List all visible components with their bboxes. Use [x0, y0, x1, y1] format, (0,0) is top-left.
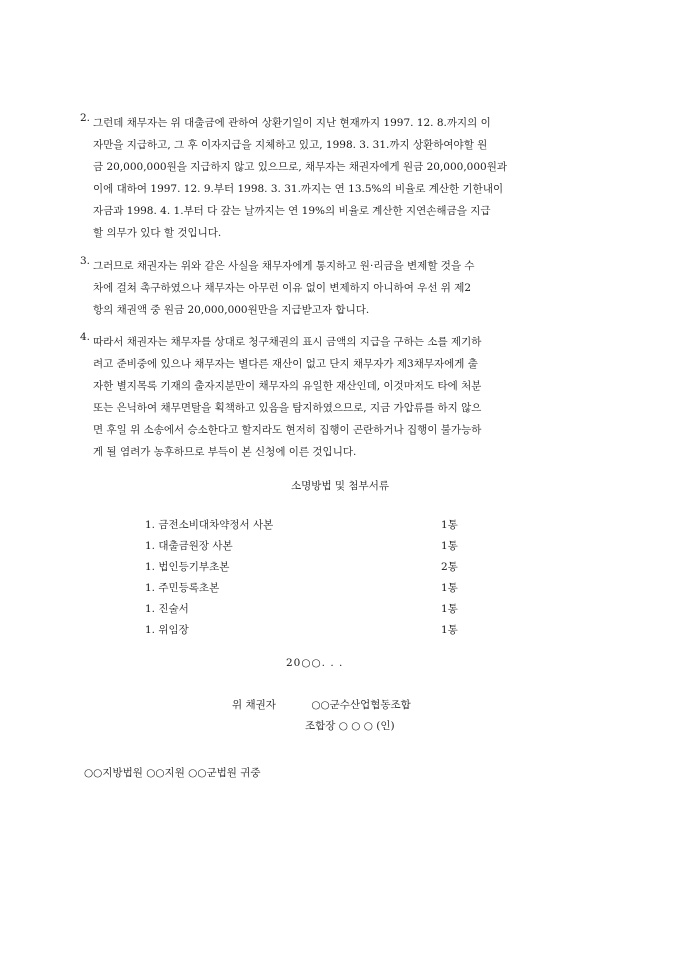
paragraph-line: 자만을 지급하고, 그 후 이자지급을 지체하고 있고, 1998. 3. 31.까지 상환하여야할 원 — [93, 139, 488, 151]
paragraph-line: 면 후일 위 소송에서 승소한다고 할지라도 현저히 집행이 곤란하거나 집행이 불가능하 — [93, 424, 482, 436]
attachment-quantity: 1통 — [441, 624, 458, 636]
paragraph-line: 또는 은닉하여 채무면탈을 획책하고 있음을 탐지하였으므로, 지금 가압류를 하지 않으 — [93, 402, 482, 414]
creditor-name: ○○군수산업협동조합 — [311, 699, 411, 711]
paragraph-line: 려고 준비중에 있으나 채무자는 별다른 재산이 없고 단지 채무자가 제3채무자에게 출 — [93, 358, 478, 370]
section-title: 소명방법 및 첨부서류 — [291, 480, 389, 492]
paragraph-line: 그러므로 채권자는 위와 같은 사실을 채무자에게 통지하고 원·리금을 변제할 것을 수 — [93, 260, 475, 272]
attachment-name: 1. 금전소비대차약정서 사본 — [145, 519, 274, 531]
paragraph-4 — [80, 331, 600, 463]
paragraph-line: 차에 걸쳐 촉구하였으나 채무자는 아무런 이유 없이 변제하지 아니하여 우선 위 제2 — [93, 282, 472, 294]
paragraph-line: 할 의무가 있다 할 것입니다. — [93, 227, 222, 239]
attachment-name: 1. 주민등록초본 — [145, 582, 220, 594]
document-date: 20○○. . . — [286, 657, 344, 669]
attachment-quantity: 1통 — [441, 582, 458, 594]
attachment-name: 1. 진술서 — [145, 603, 189, 615]
paragraph-line: 자금과 1998. 4. 1.부터 다 갚는 날까지는 연 19%의 비율로 계산한 지연손해금을 지급 — [93, 205, 491, 217]
court-addressee: ○○지방법원 ○○지원 ○○군법원 귀중 — [84, 767, 261, 779]
creditor-line — [232, 697, 411, 712]
list-item — [145, 599, 465, 620]
paragraph-line: 따라서 채권자는 채무자를 상대로 청구채권의 표시 금액의 지급을 구하는 소를 제기하 — [93, 336, 482, 348]
creditor-label: 위 채권자 — [232, 699, 276, 711]
paragraph-line: 자한 별지목록 기재의 출자지분만이 채무자의 유일한 재산인데, 이것마저도 타에 처분 — [93, 380, 482, 392]
paragraph-number: 3. — [80, 255, 91, 267]
attachment-quantity: 1통 — [441, 519, 458, 531]
paragraph-line: 게 될 염려가 농후하므로 부득이 본 신청에 이른 것입니다. — [93, 446, 357, 458]
paragraph-number: 2. — [80, 112, 91, 124]
paragraph-line: 그런데 채무자는 위 대출금에 관하여 상환기일이 지난 현재까지 1997. 12. 8.까지의 이 — [93, 117, 491, 129]
paragraph-3 — [80, 255, 600, 321]
attachment-name: 1. 대출금원장 사본 — [145, 540, 233, 552]
attachment-list — [145, 515, 465, 641]
list-item — [145, 620, 465, 641]
list-item — [145, 557, 465, 578]
attachment-quantity: 1통 — [441, 603, 458, 615]
paragraph-line: 이에 대하여 1997. 12. 9.부터 1998. 3. 31.까지는 연 13.5%의 비율로 계산한 기한내이 — [93, 183, 504, 195]
paragraph-2 — [80, 112, 600, 244]
attachment-name: 1. 위임장 — [145, 624, 189, 636]
attachment-quantity: 2통 — [441, 561, 458, 573]
attachment-quantity: 1통 — [441, 540, 458, 552]
paragraph-number: 4. — [80, 331, 91, 343]
list-item — [145, 515, 465, 536]
attachment-name: 1. 법인등기부초본 — [145, 561, 230, 573]
representative-line: 조합장 ○ ○ ○ (인) — [305, 720, 395, 732]
list-item — [145, 578, 465, 599]
paragraph-line: 항의 채권액 중 원금 20,000,000원만을 지급받고자 합니다. — [93, 304, 370, 316]
list-item — [145, 536, 465, 557]
paragraph-line: 금 20,000,000원을 지급하지 않고 있으므로, 채무자는 채권자에게 원금 20,000,000원과 — [93, 161, 507, 173]
